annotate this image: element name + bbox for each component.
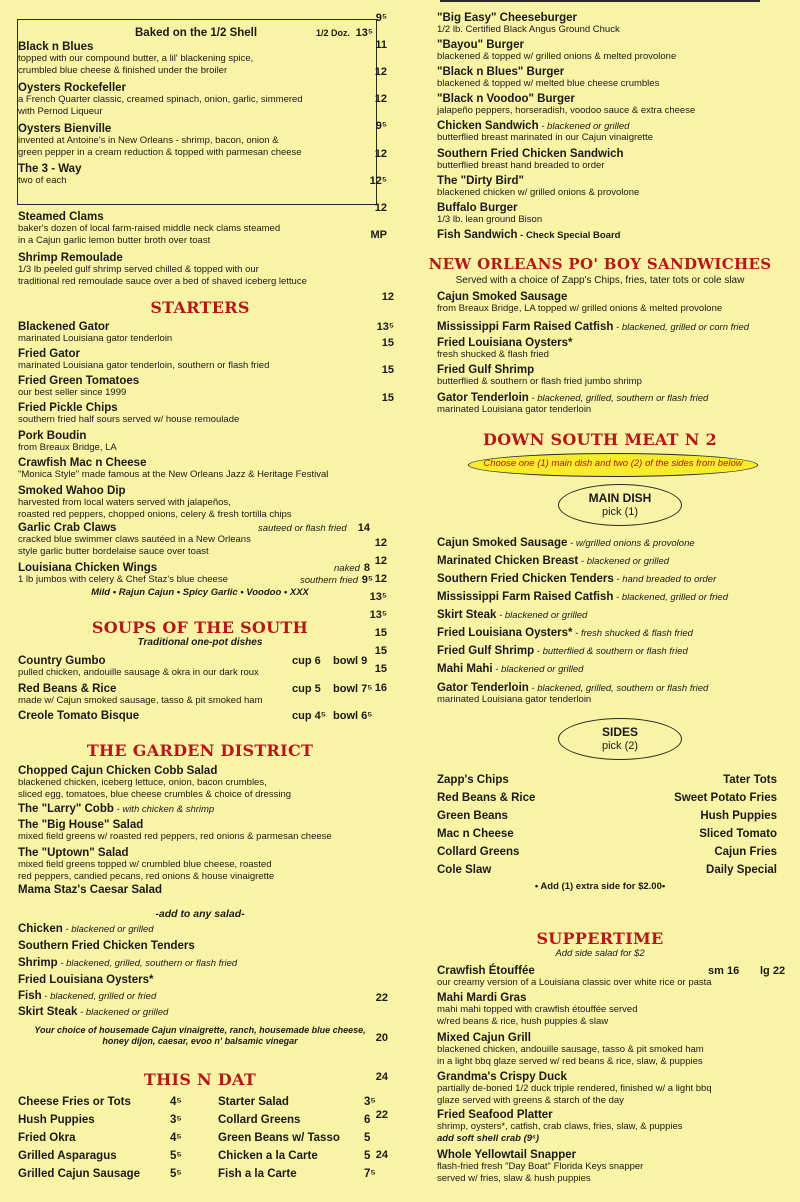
poboy-item-name — [437, 363, 534, 377]
soup-item-desc: made w/ Cajun smoked sausage, tasso & pit smoked ham — [18, 695, 263, 706]
salad-item-desc: red peppers, candied pecans, red onions & house vinaigrette — [18, 870, 275, 882]
starter-item-title: Pork Boudin — [18, 430, 87, 442]
supper-item-title: Fried Seafood Platter — [437, 1109, 553, 1121]
sides-pick: pick (2) — [601, 740, 639, 752]
clams-item-desc: in a Cajun garlic lemon butter broth over toast — [18, 234, 211, 246]
supper-item-desc: flash-fried fresh "Day Boat" Florida Keys snapper — [437, 1161, 644, 1172]
supper-item-title: Crawfish Étouffée — [437, 965, 535, 977]
soup-item-title: Creole Tomato Bisque — [18, 710, 140, 722]
main-dish-item-option: - blackened or grilled — [492, 664, 584, 675]
supper-item-desc: in a light bbq glaze served w/ red beans & rice, slaw, & puppies — [437, 1055, 703, 1067]
supper-item-title: Whole Yellowtail Snapper — [437, 1149, 577, 1161]
supper-item-price: 24 — [375, 1071, 388, 1083]
wing-flavors: Mild • Rajun Cajun • Spicy Garlic • Voodoo • XXX — [91, 587, 309, 598]
soup-item-title: Red Beans & Rice — [18, 683, 117, 695]
starter-item-name — [18, 429, 86, 443]
burger-item-option: - blackened or grilled — [538, 121, 630, 132]
starter-item-desc: southern fried half sours served w/ house remoulade — [18, 414, 240, 425]
shell-item-desc: green pepper in a cream reduction & topped with parmesan cheese — [18, 146, 302, 158]
main-dish-item-price: 13⁵ — [369, 591, 387, 603]
shell-item-title: Black n Blues — [18, 41, 94, 53]
salad-addon-option: - blackened, grilled or fried — [41, 991, 157, 1002]
main-dish-item-title: Mahi Mahi — [437, 663, 493, 675]
shell-item-name — [18, 40, 93, 54]
main-dish-item-price: 12 — [374, 555, 387, 567]
starter-item-name — [18, 521, 116, 535]
salad-addon-title: Chicken — [18, 923, 63, 935]
shell-item-name — [18, 122, 111, 136]
meat-side-left: Collard Greens — [437, 846, 520, 858]
salad-addon-title: Southern Fried Chicken Tenders — [18, 940, 195, 952]
burger-item-name — [437, 92, 575, 106]
starter-item-desc: cracked blue swimmer claws sautéed in a New Orleans — [18, 534, 251, 545]
soups-heading: SOUPS OF THE SOUTH — [91, 618, 309, 637]
salad-item-title: The "Uptown" Salad — [18, 847, 129, 859]
supper-lg-price: lg 22 — [760, 965, 786, 977]
salad-item-name — [18, 883, 162, 897]
starter-item-note: southern fried — [300, 575, 359, 586]
salad-addon-name — [18, 973, 154, 987]
poboy-heading: NEW ORLEANS PO' BOY SANDWICHES — [428, 255, 772, 273]
starter-item-note: sauteed or flash fried — [258, 523, 347, 534]
side-item-name: Cheese Fries or Tots — [18, 1096, 131, 1108]
soup-bowl: bowl 7⁵ — [333, 683, 373, 695]
supper-item-name — [437, 991, 526, 1005]
main-dish-item-option: - blackened or grilled — [496, 610, 588, 621]
main-dish-item-price: 15 — [374, 663, 387, 675]
starter-item-title: Blackened Gator — [18, 321, 110, 333]
shell-qty: 1/2 Doz. — [316, 28, 351, 38]
soup-item-title: Country Gumbo — [18, 655, 106, 667]
side-item-price: 5⁵ — [170, 1168, 182, 1180]
starter-item-name — [18, 374, 139, 388]
supper-addon: add soft shell crab (9⁵) — [437, 1132, 540, 1144]
suppertime-sub: Add side salad for $2 — [555, 948, 645, 959]
main-dish-item-name — [437, 536, 695, 551]
side-item-name: Collard Greens — [218, 1114, 301, 1126]
burger-item-name — [437, 38, 524, 52]
salad-addon-name — [18, 989, 156, 1004]
burger-item-desc: blackened & topped w/ melted blue cheese crumbles — [437, 78, 660, 89]
salad-item-desc: mixed field greens topped w/ crumbled blue cheese, roasted — [18, 859, 272, 870]
supper-item-desc: shrimp, oysters*, catfish, crab claws, fries, slaw, & puppies — [437, 1121, 683, 1132]
supper-item-name — [437, 1031, 531, 1045]
poboy-item-name — [437, 290, 567, 304]
soup-bowl: bowl 6⁵ — [333, 710, 373, 722]
main-dish-pick: pick (1) — [601, 506, 639, 518]
poboy-item-option: - blackened, grilled or corn fried — [613, 322, 750, 333]
starter-item-desc: "Monica Style" made famous at the New Orleans Jazz & Heritage Festival — [18, 469, 329, 480]
shell-item-name — [18, 162, 81, 176]
poboy-item-price: 15 — [381, 392, 394, 404]
side-item-name: Hush Puppies — [18, 1114, 95, 1126]
main-dish-item-name — [437, 644, 688, 659]
shell-item-title: Oysters Rockefeller — [18, 82, 127, 94]
supper-item-price: 20 — [375, 1032, 388, 1044]
main-dish-item-price: 12 — [374, 537, 387, 549]
starter-item-desc: our best seller since 1999 — [18, 387, 127, 398]
poboy-sub: Served with a choice of Zapp's Chips, fries, tater tots or cole slaw — [455, 275, 745, 286]
main-dish-item-name — [437, 554, 669, 569]
main-dish-item-option: - fresh shucked & flash fried — [572, 628, 693, 639]
clams-item-name — [18, 210, 104, 224]
side-item-name: Grilled Cajun Sausage — [18, 1168, 141, 1180]
poboy-item-option: - blackened, grilled, southern or flash fried — [528, 393, 709, 404]
remoulade-item-desc: 1/3 lb peeled gulf shrimp served chilled & topped with our — [18, 264, 259, 275]
supper-item-title: Mixed Cajun Grill — [437, 1032, 531, 1044]
burger-item-name — [437, 147, 624, 161]
poboy-item-name — [437, 336, 573, 350]
starters-heading: STARTERS — [150, 298, 250, 317]
remoulade-item-desc: traditional red remoulade sauce over a bed of shaved iceberg lettuce — [18, 275, 307, 287]
soup-item-name — [18, 682, 116, 696]
soup-cup: cup 6 — [292, 655, 321, 667]
poboy-item-name — [437, 320, 749, 335]
supper-item-price: 22 — [375, 1109, 388, 1121]
side-item-price: 3⁵ — [364, 1096, 376, 1108]
side-item-name: Fried Okra — [18, 1132, 76, 1144]
supper-item-price: 22 — [375, 992, 388, 1004]
starter-item-price: 9⁵ — [361, 574, 373, 586]
supper-item-desc: served w/ fries, slaw & hush puppies — [437, 1172, 591, 1184]
meat-side-right: Tater Tots — [723, 774, 777, 786]
poboy-item-price: 15 — [381, 337, 394, 349]
meat-side-left: Red Beans & Rice — [437, 792, 536, 804]
burger-item-title: The "Dirty Bird" — [437, 175, 524, 187]
starter-item-name — [18, 484, 126, 498]
shell-item-desc: two of each — [18, 175, 67, 186]
shell-item-desc: with Pernod Liqueur — [18, 105, 103, 117]
poboy-item-title: Fried Gulf Shrimp — [437, 364, 535, 376]
main-dish-item-title: Fried Gulf Shrimp — [437, 645, 535, 657]
starter-item-desc: from Breaux Bridge, LA — [18, 442, 117, 453]
meat-side-right: Sliced Tomato — [699, 828, 777, 840]
soup-cup: cup 5 — [292, 683, 321, 695]
burger-item-price: 12 — [374, 93, 387, 105]
supper-item-name — [437, 964, 535, 978]
burger-item-price: MP — [370, 229, 387, 241]
burger-item-price: 12 — [374, 202, 387, 214]
top-divider — [440, 0, 760, 2]
salad-addon-option: - blackened or grilled — [77, 1007, 169, 1018]
side-item-price: 4⁵ — [170, 1132, 182, 1144]
starter-item-name — [18, 401, 118, 415]
meat-side-right: Hush Puppies — [700, 810, 777, 822]
supper-item-name — [437, 1070, 567, 1084]
starter-item-title: Fried Pickle Chips — [18, 402, 118, 414]
salad-addon-title: Fried Louisiana Oysters* — [18, 974, 154, 986]
side-item-price: 4⁵ — [170, 1096, 182, 1108]
poboy-item-price: 13⁵ — [376, 321, 394, 333]
salad-item-name — [18, 846, 129, 860]
poboy-item-title: Gator Tenderloin — [437, 392, 529, 404]
burger-item-title: "Bayou" Burger — [437, 39, 524, 51]
supper-item-name — [437, 1108, 553, 1122]
burger-item-title: Chicken Sandwich — [437, 120, 539, 132]
salad-addon-name — [18, 956, 237, 971]
starter-item-desc: style garlic butter bordelaise sauce over toast — [18, 545, 209, 557]
salad-addon-name — [18, 939, 195, 953]
poboy-item-title: Fried Louisiana Oysters* — [437, 337, 573, 349]
main-dish-item-name — [437, 662, 583, 677]
main-dish-item-option: - butterflied & southern or flash fried — [534, 646, 688, 657]
salad-addon-name — [18, 922, 154, 937]
poboy-item-price: 12 — [381, 291, 394, 303]
starter-item-desc: harvested from local waters served with jalapeños, — [18, 497, 231, 508]
starter-item-title: Louisiana Chicken Wings — [18, 562, 158, 574]
meat-side-right: Cajun Fries — [714, 846, 777, 858]
salad-item-title: The "Larry" Cobb — [18, 803, 114, 815]
burger-item-price: 11 — [375, 39, 387, 51]
supper-item-desc: glaze served with greens & starch of the day — [437, 1094, 624, 1106]
salad-addon-option: - blackened or grilled — [62, 924, 154, 935]
clams-item-desc: baker's dozen of local farm-raised middle neck clams steamed — [18, 223, 281, 234]
supper-item-price: 24 — [375, 1149, 388, 1161]
salad-item-name — [18, 818, 143, 832]
sides-title: SIDES — [601, 725, 638, 739]
side-item-price: 5 — [364, 1150, 371, 1162]
main-dish-item-price: 13⁵ — [369, 609, 387, 621]
salad-item-option: - with chicken & shrimp — [113, 804, 215, 815]
salad-addon-title: Skirt Steak — [18, 1006, 78, 1018]
soup-cup: cup 4⁵ — [292, 710, 326, 722]
burger-item-title: Fish Sandwich — [437, 229, 518, 241]
side-item-name: Starter Salad — [218, 1096, 289, 1108]
starter-item-price: 14 — [357, 522, 370, 534]
main-dish-item-price: 15 — [374, 627, 387, 639]
remoulade-item-name — [18, 251, 123, 265]
soup-bowl: bowl 9 — [333, 655, 368, 667]
shell-title: Baked on the 1/2 Shell — [135, 27, 258, 39]
dressings-note: honey dijon, caesar, evoo n' balsamic vinegar — [102, 1036, 298, 1046]
burger-item-price: 12 — [374, 148, 387, 160]
shell-item-title: The 3 - Way — [18, 163, 82, 175]
garden-heading: THE GARDEN DISTRICT — [86, 741, 314, 760]
salad-item-desc: mixed field greens w/ roasted red peppers, red onions & parmesan cheese — [18, 831, 332, 842]
supper-item-desc: our creamy version of a Louisiana classic over white rice or pasta — [437, 977, 712, 988]
poboy-item-desc: butterflied & southern or flash fried jumbo shrimp — [437, 376, 642, 387]
burger-item-option: - Check Special Board — [517, 230, 621, 241]
main-dish-item-desc: marinated Louisiana gator tenderloin — [437, 694, 592, 705]
burger-item-name — [437, 228, 620, 243]
burger-item-price: 12⁵ — [369, 175, 387, 187]
meat-side-left: Mac n Cheese — [437, 828, 514, 840]
main-dish-title: MAIN DISH — [588, 491, 652, 505]
burger-item-name — [437, 65, 564, 79]
shell-item-desc: a French Quarter classic, creamed spinach, onion, garlic, simmered — [18, 94, 303, 105]
shell-item-desc: topped with our compound butter, a lil' blackening spice, — [18, 53, 254, 64]
meat-heading: DOWN SOUTH MEAT N 2 — [483, 430, 717, 449]
soup-item-name — [18, 709, 139, 723]
soup-item-name — [18, 654, 106, 668]
salad-item-title: The "Big House" Salad — [18, 819, 144, 831]
choose-banner: Choose one (1) main dish and two (2) of the sides from below — [468, 453, 758, 477]
burger-item-title: Buffalo Burger — [437, 202, 518, 214]
extra-side-note: • Add (1) extra side for $2.00• — [534, 881, 666, 892]
burger-item-name — [437, 201, 518, 215]
burger-item-desc: blackened & topped w/ grilled onions & melted provolone — [437, 51, 677, 62]
side-item-name: Grilled Asparagus — [18, 1150, 117, 1162]
side-item-name: Fish a la Carte — [218, 1168, 297, 1180]
starter-item-title: Fried Green Tomatoes — [18, 375, 140, 387]
side-item-price: 5⁵ — [170, 1150, 182, 1162]
burger-item-desc: 1/2 lb. Certified Black Angus Ground Chuck — [437, 24, 620, 35]
clams-item-title: Steamed Clams — [18, 211, 104, 223]
remoulade-item-title: Shrimp Remoulade — [18, 252, 123, 264]
side-item-name: Chicken a la Carte — [218, 1150, 318, 1162]
supper-item-desc: w/red beans & rice, hush puppies & slaw — [437, 1015, 609, 1027]
shell-item-name — [18, 81, 126, 95]
burger-item-desc: butterflied breast marinated in our Cajun vinaigrette — [437, 132, 653, 143]
supper-item-desc: blackened chicken, andouille sausage, tasso & pit smoked ham — [437, 1044, 704, 1055]
main-dish-item-title: Mississippi Farm Raised Catfish — [437, 591, 614, 603]
burger-item-desc: 1/3 lb. lean ground Bison — [437, 214, 543, 225]
salad-addon-option: - blackened, grilled, southern or flash fried — [57, 958, 238, 969]
side-item-name: Green Beans w/ Tasso — [218, 1132, 340, 1144]
starter-item-name — [18, 347, 80, 361]
burger-item-price: 9⁵ — [375, 120, 387, 132]
starter-item-title: Crawfish Mac n Cheese — [18, 457, 147, 469]
shell-item-desc: crumbled blue cheese & finished under the broiler — [18, 64, 228, 76]
salad-item-title: Mama Staz's Caesar Salad — [18, 884, 163, 896]
main-dish-item-option: - w/grilled onions & provolone — [567, 538, 695, 549]
main-dish-item-option: - blackened, grilled or fried — [613, 592, 728, 603]
burger-item-title: Southern Fried Chicken Sandwich — [437, 148, 624, 160]
shell-item-title: Oysters Bienville — [18, 123, 112, 135]
supper-item-name — [437, 1148, 576, 1162]
main-dish-item-price: 15 — [374, 645, 387, 657]
soups-sub: Traditional one-pot dishes — [137, 637, 263, 648]
side-item-price: 6 — [364, 1114, 371, 1126]
main-dish-item-option: - blackened, grilled, southern or flash fried — [528, 683, 709, 694]
salad-add-heading: -add to any salad- — [155, 908, 245, 920]
burger-item-name — [437, 11, 577, 25]
supper-sm-price: sm 16 — [708, 965, 740, 977]
salad-item-desc: blackened chicken, iceberg lettuce, onion, bacon crumbles, — [18, 777, 267, 788]
supper-item-desc: mahi mahi topped with crawfish étouffée served — [437, 1004, 638, 1015]
side-item-price: 7⁵ — [364, 1168, 376, 1180]
poboy-item-desc: from Breaux Bridge, LA topped w/ grilled onions & melted provolone — [437, 303, 723, 314]
salad-item-name — [18, 802, 214, 817]
main-dish-item-option: - blackened or grilled — [578, 556, 670, 567]
meat-side-left: Zapp's Chips — [437, 774, 509, 786]
poboy-item-title: Cajun Smoked Sausage — [437, 291, 568, 303]
starter-item-title: Garlic Crab Claws — [18, 522, 117, 534]
main-dish-item-option: - hand breaded to order — [613, 574, 717, 585]
main-dish-item-name — [437, 608, 587, 623]
main-dish-item-title: Gator Tenderloin — [437, 682, 529, 694]
starter-item-name — [18, 561, 157, 575]
main-dish-item-price: 12 — [374, 573, 387, 585]
meat-side-right: Daily Special — [706, 864, 777, 876]
meat-side-left: Cole Slaw — [437, 864, 492, 876]
poboy-item-desc: fresh shucked & flash fried — [437, 349, 549, 360]
starter-item-desc: 1 lb jumbos with celery & Chef Staz's blue cheese — [18, 574, 228, 585]
burger-item-title: "Big Easy" Cheeseburger — [437, 12, 578, 24]
burger-item-desc: butterflied breast hand breaded to order — [437, 160, 605, 171]
side-item-price: 3⁵ — [170, 1114, 182, 1126]
starter-item-name — [18, 320, 109, 334]
burger-item-desc: jalapeño peppers, horseradish, voodoo sauce & extra cheese — [437, 105, 696, 116]
shell-price: 13⁵ — [355, 27, 373, 39]
supper-item-title: Grandma's Crispy Duck — [437, 1071, 567, 1083]
main-dish-item-title: Southern Fried Chicken Tenders — [437, 573, 614, 585]
main-dish-item-title: Cajun Smoked Sausage — [437, 537, 568, 549]
meat-side-left: Green Beans — [437, 810, 508, 822]
main-dish-item-title: Marinated Chicken Breast — [437, 555, 579, 567]
meat-side-right: Sweet Potato Fries — [674, 792, 777, 804]
burger-item-name — [437, 174, 524, 188]
burger-item-desc: blackened chicken w/ grilled onions & provolone — [437, 187, 640, 198]
main-dish-item-name — [437, 590, 728, 605]
starter-item-title: Smoked Wahoo Dip — [18, 485, 126, 497]
burger-item-price: 12 — [374, 66, 387, 78]
main-dish-item-title: Fried Louisiana Oysters* — [437, 627, 573, 639]
thisndat-heading: THIS N DAT — [143, 1070, 257, 1089]
starter-item-desc: roasted red peppers, chopped onions, celery & fresh tortilla chips — [18, 508, 292, 520]
starter-item-title: Fried Gator — [18, 348, 80, 360]
starter-item-price: 8 — [363, 562, 370, 574]
burger-item-price: 9⁵ — [375, 12, 387, 24]
burger-item-title: "Black n Blues" Burger — [437, 66, 565, 78]
poboy-item-title: Mississippi Farm Raised Catfish — [437, 321, 614, 333]
starter-item-note: naked — [334, 563, 360, 574]
poboy-item-desc: marinated Louisiana gator tenderloin — [437, 404, 592, 415]
supper-item-title: Mahi Mardi Gras — [437, 992, 527, 1004]
starter-item-desc: marinated Louisiana gator tenderloin — [18, 333, 173, 344]
burger-item-title: "Black n Voodoo" Burger — [437, 93, 575, 105]
main-dish-item-name — [437, 626, 693, 641]
sides-oval — [558, 718, 682, 760]
starter-item-name — [18, 456, 146, 470]
main-dish-item-name — [437, 572, 716, 587]
salad-item-name — [18, 764, 217, 778]
starter-item-desc: marinated Louisiana gator tenderloin, southern or flash fried — [18, 360, 270, 371]
soup-item-desc: pulled chicken, andouille sausage & okra in our dark roux — [18, 667, 259, 678]
dressings-note: Your choice of housemade Cajun vinaigrette, ranch, housemade blue cheese, — [34, 1025, 366, 1035]
shell-item-desc: invented at Antoine's in New Orleans - shrimp, bacon, onion & — [18, 135, 279, 146]
salad-item-title: Chopped Cajun Chicken Cobb Salad — [18, 765, 218, 777]
salad-item-desc: sliced egg, tomatoes, blue cheese crumbles & choice of dressing — [18, 788, 292, 800]
side-item-price: 5 — [364, 1132, 371, 1144]
main-dish-oval — [558, 484, 682, 526]
supper-item-desc: partially de-boned 1/2 duck triple rendered, finished w/ a light bbq — [437, 1083, 712, 1094]
suppertime-heading: SUPPERTIME — [536, 929, 664, 948]
salad-addon-name — [18, 1005, 168, 1020]
main-dish-item-title: Skirt Steak — [437, 609, 497, 621]
main-dish-item-price: 16 — [374, 682, 387, 694]
poboy-item-price: 15 — [381, 364, 394, 376]
salad-addon-title: Shrimp — [18, 957, 58, 969]
salad-addon-title: Fish — [18, 990, 42, 1002]
